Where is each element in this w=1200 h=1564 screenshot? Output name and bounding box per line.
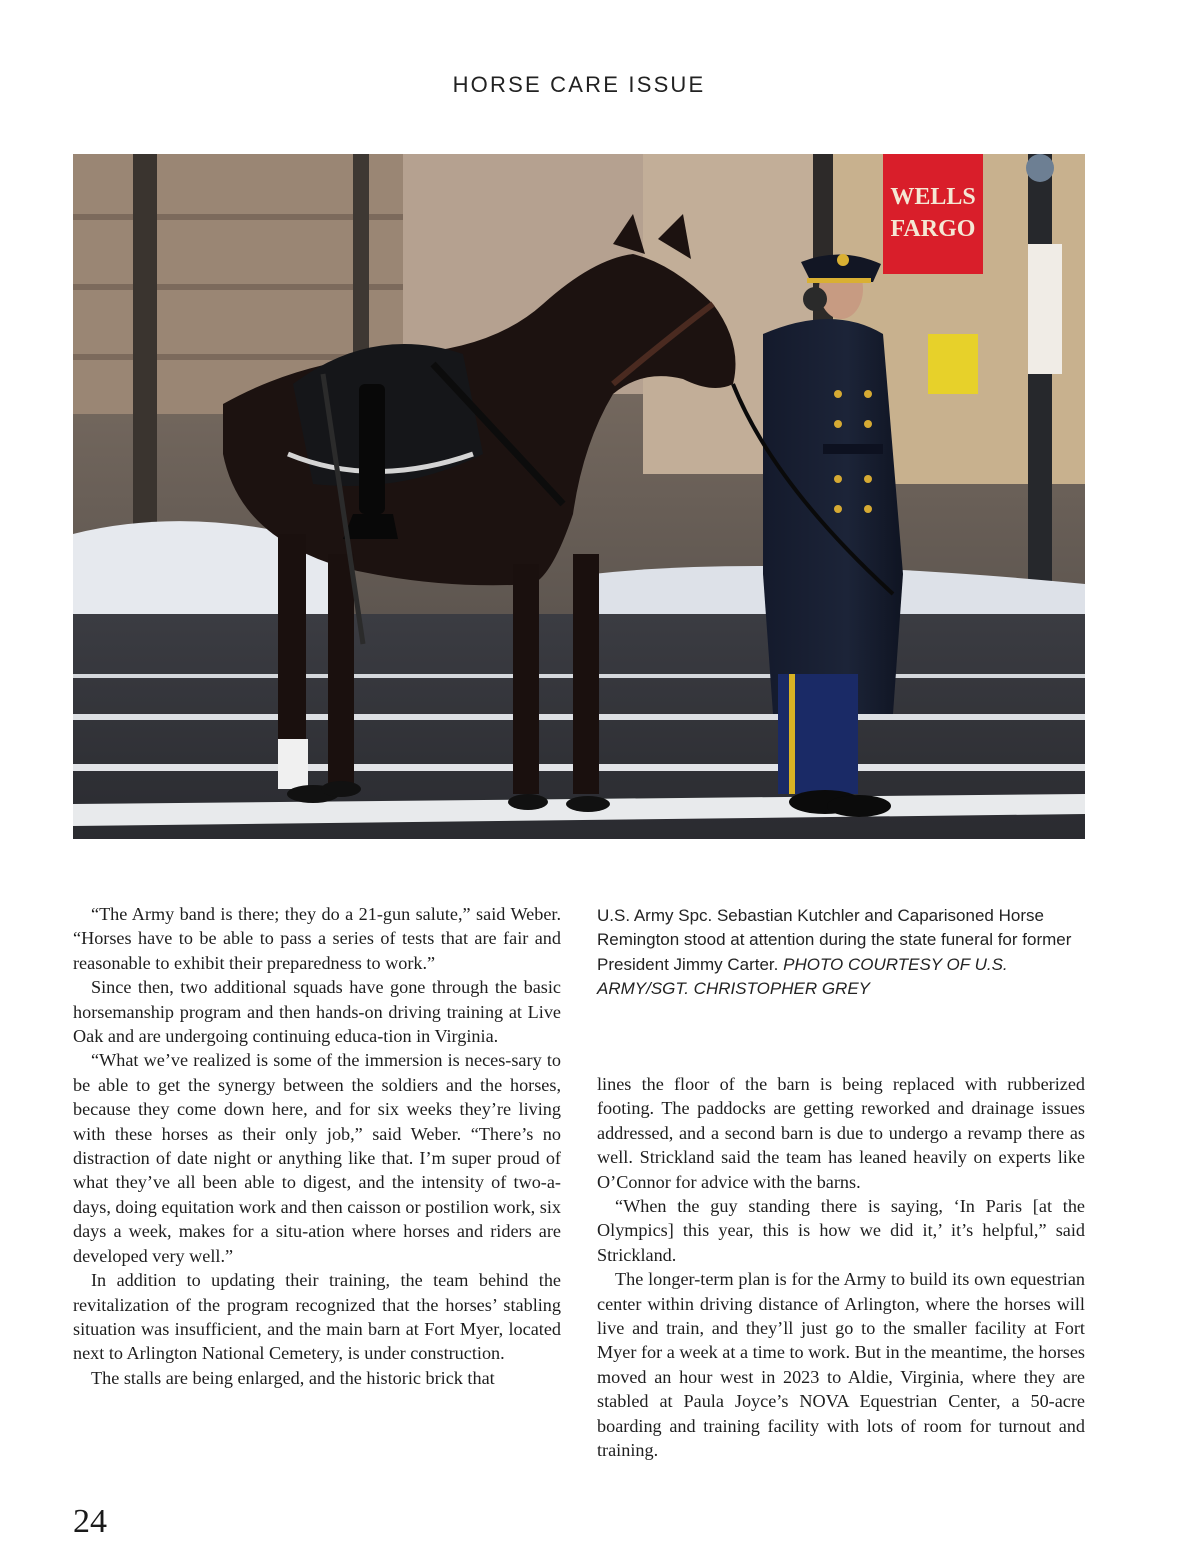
article-paragraph: The longer-term plan is for the Army to build its own equestrian center within driving distance of Arlington, where the horses will live and train, and they’ll just go to the smaller facility at Fort Myer for a week at a time to work. But in the meantime, the horses moved an hour west in 2023 to Aldie, Virginia, where they are stabled at Paula Joyce’s NOVA Equestrian Center, a 50-acre boarding and training facility with lots of room for turnout and training. xyxy=(597,1269,1085,1461)
bank-sign xyxy=(883,154,983,274)
article-left-column xyxy=(73,902,561,1390)
section-header: HORSE CARE ISSUE xyxy=(452,72,706,97)
article-paragraph: lines the floor of the barn is being replaced with rubberized footing. The paddocks are getting reworked and drainage issues addressed, and a second barn is due to undergo a revamp there as well. Strickland said the team has leaned heavily on experts like O’Connor for advice with the barns. xyxy=(597,1074,1085,1192)
photo-credit: PHOTO COURTESY OF U.S. ARMY/SGT. CHRISTOPHER GREY xyxy=(597,954,1008,999)
article-paragraph: Since then, two additional squads have gone through the basic horsemanship program and then hands-on driving training at Live Oak and are undergoing continuing educa-tion in Virginia. xyxy=(73,977,561,1047)
article-paragraph: “The Army band is there; they do a 21-gun salute,” said Weber. “Horses have to be able to pass a series of tests that are fair and reasonable to exhibit their preparedness to work.” xyxy=(73,904,561,973)
article-paragraph: The stalls are being enlarged, and the historic brick that xyxy=(91,1367,495,1388)
bank-sign-line1: WELLS xyxy=(890,184,976,210)
article-right-column xyxy=(597,1072,1085,1463)
page-number: 24 xyxy=(73,1503,107,1540)
photo-caption xyxy=(597,904,1085,1002)
caption-text: U.S. Army Spc. Sebastian Kutchler and Caparisoned Horse Remington stood at attention during the state funeral for former President Jimmy Carter. xyxy=(597,906,1072,974)
bank-sign-line2: FARGO xyxy=(890,216,976,242)
soldier-with-caparisoned-horse-photo xyxy=(73,154,1085,839)
article-paragraph: “What we’ve realized is some of the immersion is neces-sary to be able to get the synergy between the soldiers and the horses, because they come down here, and for six weeks they’re living with these horses as their only job,” said Weber. “There’s no distraction of date night or anything like that. I’m super proud of what they’ve all been able to digest, and the intensity of two-a-days, doing equitation work and then caisson or postilion work, six days a week, makes for a situ-ation where horses and riders are developed very well.” xyxy=(73,1050,561,1266)
article-paragraph: In addition to updating their training, the team behind the revitalization of the program recognized that the horses’ stabling situation was insufficient, and the main barn at Fort Myer, located next to Arlington National Cemetery, is under construction. xyxy=(73,1270,561,1364)
article-paragraph: “When the guy standing there is saying, ‘In Paris [at the Olympics] this year, this is how we did it,’ it’s helpful,” said Strickland. xyxy=(597,1196,1085,1265)
